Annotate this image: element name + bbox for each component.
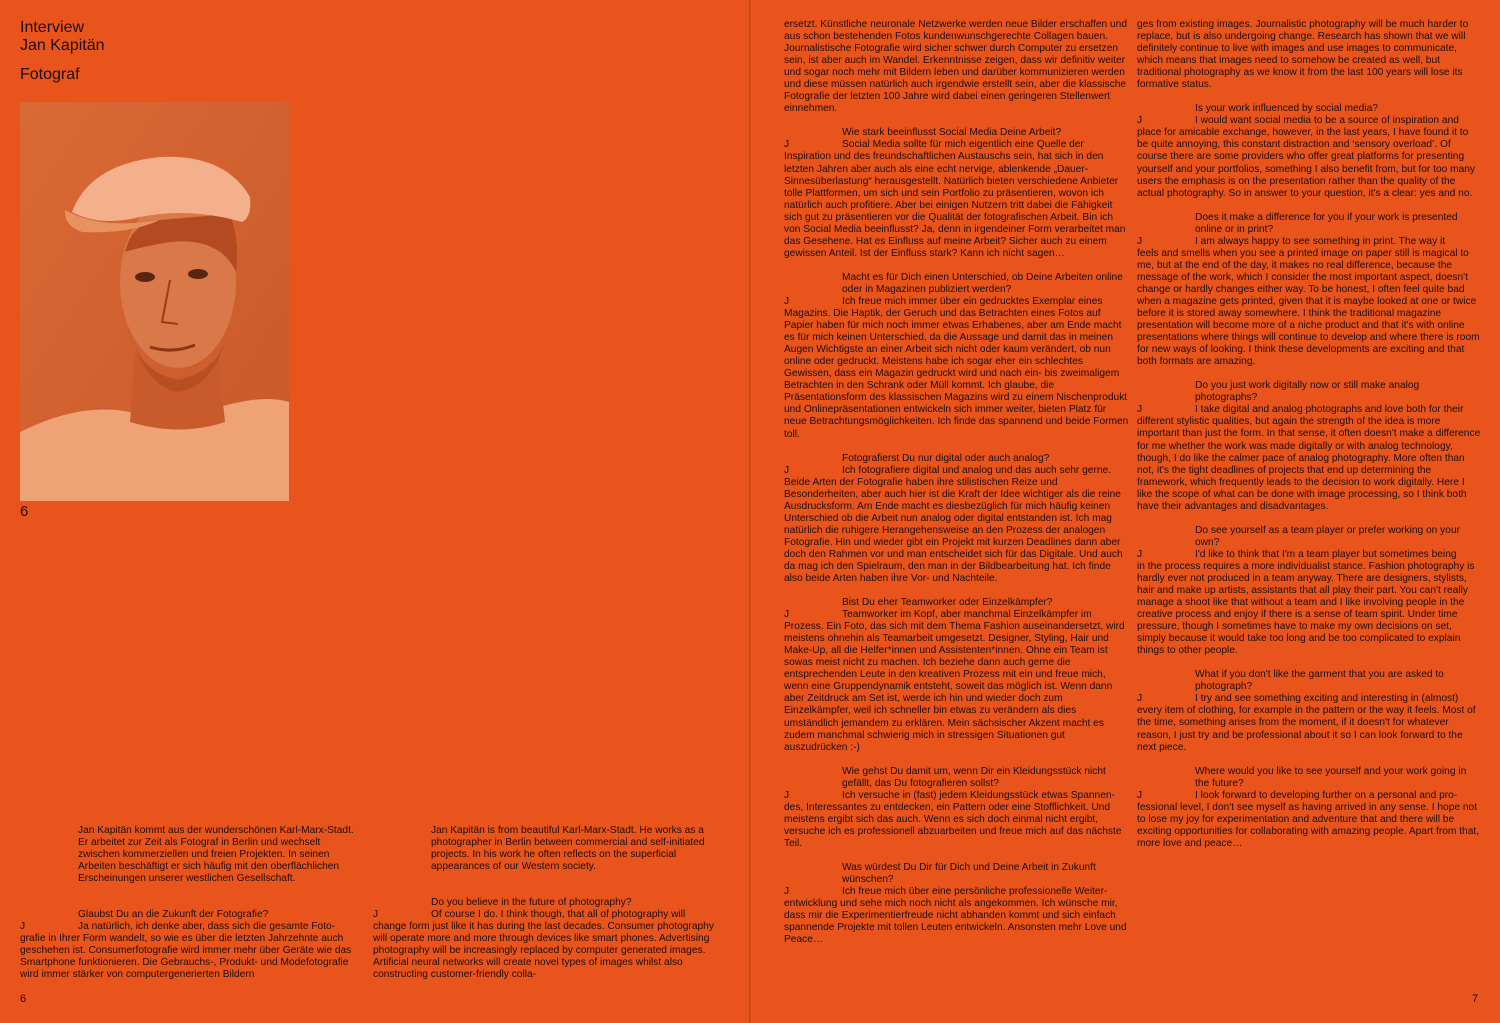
question-de-6: Wie gehst Du damit um, wenn Dir ein Kleidungsstück nicht gefällt, das Du fotografieren sollst? (842, 765, 1106, 789)
answer-tag: J (784, 139, 790, 151)
answer-en-5: J I'd like to think that I'm a team player but sometimes being in the process requires a more individualist stance. Fashion photography is hardly ever not produced in a team anyway. There are designers, stylists, hair and make up artists, assistants that all play their part. You can't really manage a shoot like that without a team and I like involving people in the creative process and enjoy if there is a sense of team spirit. Under time pressure, though I sometimes have to make my own decisions on set, simply because it would take too long and be too complicated to explain things to other people. (1137, 548, 1475, 657)
interviewee-name: Jan Kapitän (20, 37, 105, 54)
column-left-german (20, 825, 365, 982)
question-en-5: Do see yourself as a team player or prefer working on your own? (1195, 524, 1460, 548)
answer-en-3: J I am always happy to see something in print. The way it feels and smells when you see a printed image on paper still is magical to me, but at the end of the day, it makes no real difference, because the message of the work, which I consider the most important aspect, doesn't change or hardly changes either way. To be honest, I often feel quite bad when a magazine gets printed, given that it is maybe looked at one or twice before it is stored away somewhere. I think the traditional magazine presentation will become more of a niche product and that it's with online presentations where things will continue to develop and where there is room for new ways of looking. I think these developments are exciting and that both formats are amazing. (1137, 235, 1480, 368)
answer-de-1: J Ja natürlich, ich denke aber, dass sich die gesamte Foto- grafie in Ihrer Form wandelt, so wie es über die letzten Jahrzehnte auch geschehen ist. Consumerfotografie wird immer mehr über Geräte wie das Smartphone funktionieren. Die Gebrauchs-, Produkt- und Modefotografie wird immer stärker von computergenerierten Bildern (20, 921, 352, 981)
column-right-german (784, 19, 1129, 946)
page-gutter (749, 0, 751, 1023)
answer-tag: J (1137, 548, 1143, 560)
answer-en-6: J I try and see something exciting and interesting in (almost) every item of clothing, for example in the pattern or the way it feels. Most of the time, something arises from the moment, if it doesn't for whatever reason, I just try and be professional about it so I can look forward to the next piece. (1137, 693, 1476, 753)
lead-german: ersetzt. Künstliche neuronale Netzwerke werden neue Bilder erschaffen und aus schon bestehenden Fotos kundenwunschgerechte Collagen bauen. Journalistische Fotografie wird sicher schwer durch Computer zu ersetzen sein, ist aber auch im Wandel. Erkenntnisse zeigen, dass wir definitiv weiter und sogar noch mehr mit Bildern leben und darüber kommunizieren werden und diese müssen natürlich auch irgendwie erstellt sein, aber die klassische Fotografie der letzten 100 Jahre wird dabei einen geringeren Stellenwert einnehmen. (784, 19, 1127, 115)
answer-tag: J (1137, 404, 1143, 416)
question-de-2: Wie stark beeinflusst Social Media Deine Arbeit? (842, 127, 1062, 139)
answer-tag: J (1137, 235, 1143, 247)
lead-english: ges from existing images. Journalistic photography will be much harder to replace, but is also undergoing change. Research has shown that we will definitely continue to live with images and use images to communicate, which means that images need to somehow be created as well, but traditional photography as we know it from the last 100 years will lose its formative status. (1137, 19, 1469, 91)
answer-en-4: J I take digital and analog photographs and love both for their different stylistic qualities, but again the strength of the idea is more important than just the form. In that sense, it often doesn't make a difference for me whether the work was made digitally or with analog technology, though, I do like the calmer pace of analog photography. More often than not, it's the tight deadlines of projects that end up determining the framework, which frequently leads to the decision to work digitally. Here I like the scope of what can be done with image processing, so I think both have their advantages and disadvantages. (1137, 404, 1481, 512)
question-en-2: Is your work influenced by social media? (1195, 103, 1378, 115)
intro-english: Jan Kapitän is from beautiful Karl-Marx-Stadt. He works as a photographer in Berlin between commercial and self-initiated projects. In his work he often reflects on the superficial appearances of our Western society. (431, 825, 705, 873)
section-title: Interview (20, 19, 85, 36)
answer-tag: J (20, 921, 26, 933)
answer-de-2: J Social Media sollte für mich eigentlich eine Quelle der Inspiration und des freundschaftlichen Austauschs sein, hat sich in den letzten Jahren aber auch als eine echt nervige, ablenkende „Dauer-Sinnesüberlastung“ herausgestellt. Natürlich bieten verschiedene Anbieter tolle Plattformen, um sich und sein Portfolio zu präsentieren, wovon ich natürlich auch profitiere. Aber bei einigen Nutzern tritt dabei die Fähigkeit sich gut zu präsentieren vor die Qualität der fotografischen Arbeit. Bin ich von Social Media beeinflusst? Ja, denn in irgendeiner Form verarbeitet man das Gesehene. Hat es Einfluss auf meine Arbeit? Sicher auch zu einem gewissen Anteil. Ist der Einfluss stark? Kann ich nicht sagen… (784, 139, 1126, 259)
answer-tag: J (1137, 693, 1143, 705)
question-en-6: What if you don't like the garment that you are asked to photograph? (1195, 669, 1444, 693)
answer-de-4: J Ich fotografiere digital und analog und das auch sehr gerne. Beide Arten der Fotografie haben ihre stilistischen Reize und Besonderheiten, aber auch hier ist die Kraft der Idee wichtiger als die reine Ausdrucksform. Am Ende macht es diesbezüglich für mich häufig keinen Unterschied ob die Arbeit nun analog oder digital entstanden ist. Ich mag natürlich die ruhigere Herangehensweise an den Prozess der analogen Fotografie. Hin und wieder gibt ein Projekt mit kurzen Deadlines dann aber doch den Rahmen vor und man entscheidet sich für das Digitale. Und auch da mag ich den Spielraum, den man in der Bildbearbeitung hat. Ich finde also beide Arten haben ihre Vor- und Nachteile. (784, 464, 1123, 585)
question-en-7: Where would you like to see yourself and your work going in the future? (1195, 765, 1467, 789)
page-number-left: 6 (20, 993, 27, 1005)
answer-tag: J (784, 464, 790, 476)
question-de-5: Bist Du eher Teamworker oder Einzelkämpfer? (842, 597, 1053, 609)
photo-number: 6 (20, 503, 29, 520)
answer-de-3: J Ich freue mich immer über ein gedrucktes Exemplar eines Magazins. Die Haptik, der Geruch und das Betrachten eines Fotos auf Papier haben für mich noch immer etwas Erhabenes, aber am Ende macht es für mich keinen Unterschied, da die Aussage und damit das in meinen Augen Wichtigste an einer Arbeit sich nicht oder kaum verändert, ob nun online oder gedruckt. Meistens habe ich sogar eher ein schlechtes Gewissen, dass ein Magazin gedruckt wird und nach ein- bis zweimaligem Betrachten in den Schrank oder Müll kommt. Ich glaube, die Präsentationsform des klassischen Magazins wird zu einem Nischenprodukt und Onlinepräsentationen entwickeln sich immer weiter, bieten Platz für neue Betrachtungsmöglichkeiten. Ich finde das spannend und beide Formen toll. (784, 295, 1129, 440)
answer-tag: J (373, 909, 379, 921)
answer-tag: J (1137, 115, 1143, 127)
answer-en-1: J Of course I do. I think though, that all of photography will change form just like it has during the last decades. Consumer photography will operate more and more through devices like smart phones. Advertising photography will be increasingly replaced by computer generated images. Artificial neural networks will create novel types of images whilst also constructing customer-friendly colla- (373, 909, 714, 981)
question-en-4: Do you just work digitally now or still make analog photographs? (1195, 380, 1420, 404)
answer-tag: J (784, 609, 790, 621)
answer-tag: J (784, 789, 790, 801)
answer-de-6: J Ich versuche in (fast) jedem Kleidungsstück etwas Spannen- des, Interessantes zu entdecken, ein Pattern oder eine Stofflichkeit. Und meistens ergibt sich das auch. Wenn es sich doch einmal nicht ergibt, versuche ich es professionell abzuarbeiten und freue mich auf das nächste Teil. (784, 789, 1122, 849)
column-left-english (373, 825, 718, 982)
question-en-3: Does it make a difference for you if your work is presented online or in print? (1195, 211, 1458, 235)
page-number-right: 7 (1472, 993, 1479, 1005)
portrait-photo (20, 102, 289, 501)
question-en-1: Do you believe in the future of photography? (431, 897, 632, 909)
question-de-7: Was würdest Du Dir für Dich und Deine Arbeit in Zukunft wünschen? (842, 862, 1096, 886)
column-right-english (1137, 19, 1482, 850)
answer-en-7: J I look forward to developing further on a personal and pro- fessional level, I don't see myself as having arrived in any sense. I hope not to lose my joy for experimentation and adventure that and there will be exciting opportunities for collaborating with amazing people. Apart from that, more love and peace… (1137, 789, 1480, 849)
question-de-4: Fotografierst Du nur digital oder auch analog? (842, 452, 1050, 464)
question-de-1: Glaubst Du an die Zukunft der Fotografie? (78, 909, 269, 921)
answer-tag: J (784, 886, 790, 898)
intro-german: Jan Kapitän kommt aus der wunderschönen Karl-Marx-Stadt. Er arbeitet zur Zeit als Fotograf in Berlin und wechselt zwischen kommerziellen und freien Projekten. In seinen Arbeiten beschäftigt er sich häufig mit den oberflächlichen Erscheinungen unserer westlichen Gesellschaft. (78, 825, 354, 885)
answer-de-7: J Ich freue mich über eine persönliche professionelle Weiter- entwicklung und sehe mich noch nicht als angekommen. Ich wünsche mir, dass mir die Experimentierfreude nicht abhanden kommt und sich einfach spannende Projekte mit tollen Leuten entwickeln. Ansonsten mehr Love und Peace… (784, 886, 1127, 946)
answer-tag: J (1137, 789, 1143, 801)
question-de-3: Macht es für Dich einen Unterschied, ob Deine Arbeiten online oder in Magazinen publiziert werden? (842, 271, 1123, 295)
answer-tag: J (784, 295, 790, 307)
answer-en-2: J I would want social media to be a source of inspiration and place for amicable exchange, however, in the last years, I have found it to be quite annoying, this constant distraction and ‘sensory overload’. Of course there are some providers who offer great platforms for presenting yourself and your portfolios, something I also benefit from, but for too many users the emphasis is on the presentation rather than the quality of the actual photography. So in answer to your question, it's a clear: yes and no. (1137, 115, 1476, 199)
answer-de-5: J Teamworker im Kopf, aber manchmal Einzelkämpfer im Prozess. Ein Foto, das sich mit dem Thema Fashion auseinandersetzt, wird meistens ohnehin als Teamarbeit umgesetzt. Designer, Styling, Hair und Make-Up, all die Helfer*innen und Assistenten*innen. Ohne ein Team ist sowas meist nicht zu machen. Ich beziehe dann auch gerne die entsprechenden Leute in den kreativen Prozess mit ein und freue mich, wenn eine Gruppendynamik entsteht, soweit das möglich ist. Wenn dann aber Zeitdruck am Set ist, werde ich hin und wieder doch zum Einzelkämpfer, weil ich schneller bin etwas zu verändern als dies umständlich jemandem zu erklären. Mein sächsischer Akzent macht es zudem manchmal schwierig mich in stressigen Situationen gut auszudrücken :-) (784, 609, 1125, 753)
interviewee-profession: Fotograf (20, 66, 80, 83)
